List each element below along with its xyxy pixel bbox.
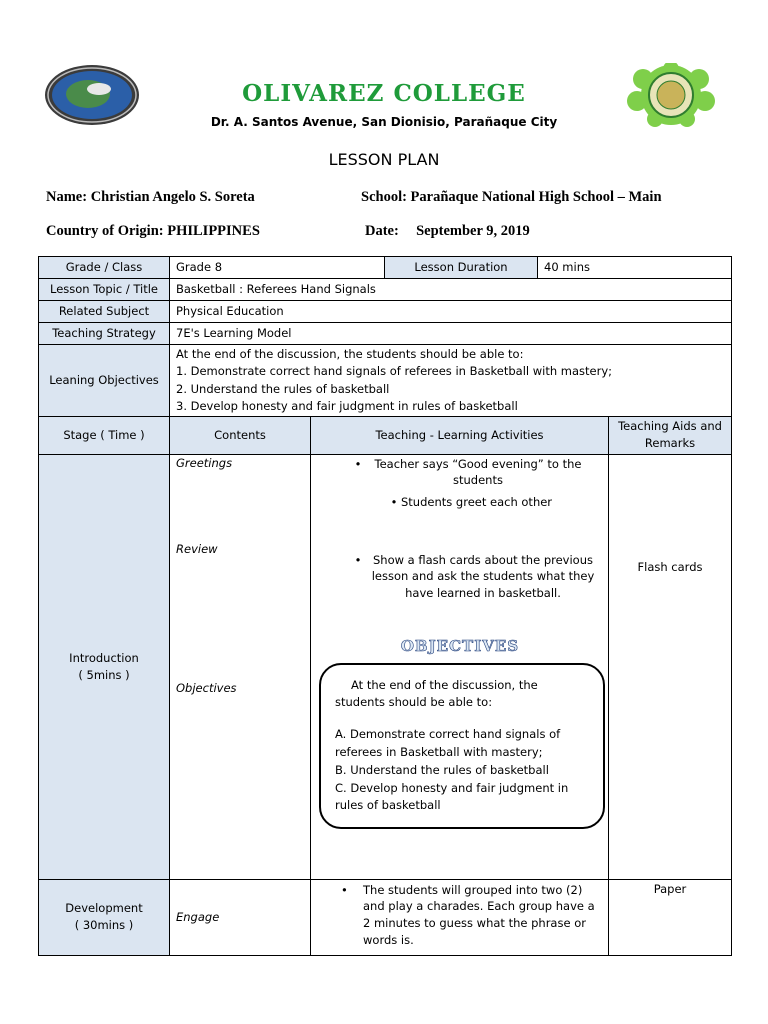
date-line (365, 223, 530, 240)
col-stage-header: Stage ( Time ) (39, 417, 170, 455)
intro-aids-cell (609, 454, 732, 879)
col-contents-header: Contents (170, 417, 311, 455)
activity-text: The students will grouped into two (2) and play a charades. Each group have a 2 minutes to guess what the phrase or words is. (363, 882, 595, 947)
review-content: Review (176, 541, 218, 556)
subject-value: Physical Education (170, 301, 732, 323)
greetings-content: Greetings (176, 455, 233, 470)
country-line (46, 223, 260, 240)
intro-time: ( 5mins ) (78, 667, 130, 682)
college-name: OLIVAREZ COLLEGE (242, 80, 526, 107)
name-value: Christian Angelo S. Soreta (90, 189, 255, 205)
objectives-box (319, 663, 605, 830)
duration-value: 40 mins (538, 257, 732, 279)
subject-label: Related Subject (39, 301, 170, 323)
intro-contents-cell (170, 454, 311, 879)
introduction-row (39, 454, 732, 879)
subject-row (39, 301, 732, 323)
document-title: LESSON PLAN (328, 150, 440, 169)
col-activities-header: Teaching - Learning Activities (311, 417, 609, 455)
paper-aid: Paper (609, 879, 732, 955)
development-row (39, 879, 732, 955)
date-label: Date: (365, 223, 399, 239)
bullet-icon: • (354, 456, 362, 471)
objectives-heading: OBJECTIVES (400, 636, 520, 655)
objbox-line: referees in Basketball with mastery; (335, 744, 543, 759)
bullet-icon: • (354, 552, 362, 567)
engage-content: Engage (170, 879, 311, 955)
objectives-row (39, 345, 732, 417)
strategy-row (39, 323, 732, 345)
activity-bullet (351, 456, 591, 489)
activity-bullet (387, 494, 587, 511)
objbox-line: A. Demonstrate correct hand signals of (335, 727, 561, 742)
objectives-label: Leaning Objectives (39, 345, 170, 417)
flash-cards-aid: Flash cards (637, 559, 703, 574)
objectives-intro: At the end of the discussion, the students should be able to: (176, 347, 524, 361)
grade-value: Grade 8 (170, 257, 385, 279)
activity-bullet (341, 882, 602, 949)
activity-bullet (351, 552, 601, 602)
date-value: September 9, 2019 (416, 223, 530, 239)
objbox-line: At the end of the discussion, the (351, 677, 538, 692)
objbox-line: B. Understand the rules of basketball (335, 762, 549, 777)
objective-item: 1. Demonstrate correct hand signals of referees in Basketball with mastery; (176, 364, 613, 379)
strategy-value: 7E's Learning Model (170, 323, 732, 345)
activity-text: Students greet each other (401, 494, 553, 509)
school-label: School: (361, 189, 407, 205)
dev-stage: Development (65, 901, 143, 916)
intro-stage-cell (39, 454, 170, 879)
name-label: Name: (46, 189, 88, 205)
strategy-label: Teaching Strategy (39, 323, 170, 345)
col-aids-header: Teaching Aids and Remarks (609, 417, 732, 455)
topic-label: Lesson Topic / Title (39, 279, 170, 301)
dev-time: ( 30mins ) (74, 918, 134, 932)
grade-label: Grade / Class (39, 257, 170, 279)
bullet-icon: • (390, 494, 398, 509)
dev-stage-cell (39, 879, 170, 955)
objective-item: 3. Develop honesty and fair judgment in rules of basketball (176, 398, 518, 413)
intro-stage: Introduction (69, 650, 139, 665)
objbox-line: C. Develop honesty and fair judgment in (335, 780, 569, 795)
college-address: Dr. A. Santos Avenue, San Dionisio, Parañaque City (210, 115, 558, 129)
school-value: Parañaque National High School – Main (410, 189, 662, 205)
column-header-row (39, 417, 732, 455)
topic-row (39, 279, 732, 301)
country-value: PHILIPPINES (167, 223, 260, 239)
bullet-icon: • (341, 882, 348, 897)
objbox-line: rules of basketball (335, 798, 441, 813)
objectives-content: Objectives (176, 680, 237, 695)
country-label: Country of Origin: (46, 223, 164, 239)
dev-activities-cell (311, 879, 609, 955)
objective-item: 2. Understand the rules of basketball (176, 381, 390, 396)
duration-label: Lesson Duration (385, 257, 538, 279)
topic-value: Basketball : Referees Hand Signals (170, 279, 732, 301)
name-line (46, 189, 255, 206)
activity-text: Teacher says “Good evening” to the students (374, 456, 582, 488)
intro-activities-cell (311, 454, 609, 879)
activity-text: Show a flash cards about the previous lesson and ask the students what they have learned in basketball. (371, 552, 595, 600)
objbox-line: students should be able to: (335, 695, 493, 710)
school-line (361, 189, 662, 206)
lesson-plan-table (38, 256, 732, 956)
objectives-cell (170, 345, 732, 417)
grade-row (39, 257, 732, 279)
